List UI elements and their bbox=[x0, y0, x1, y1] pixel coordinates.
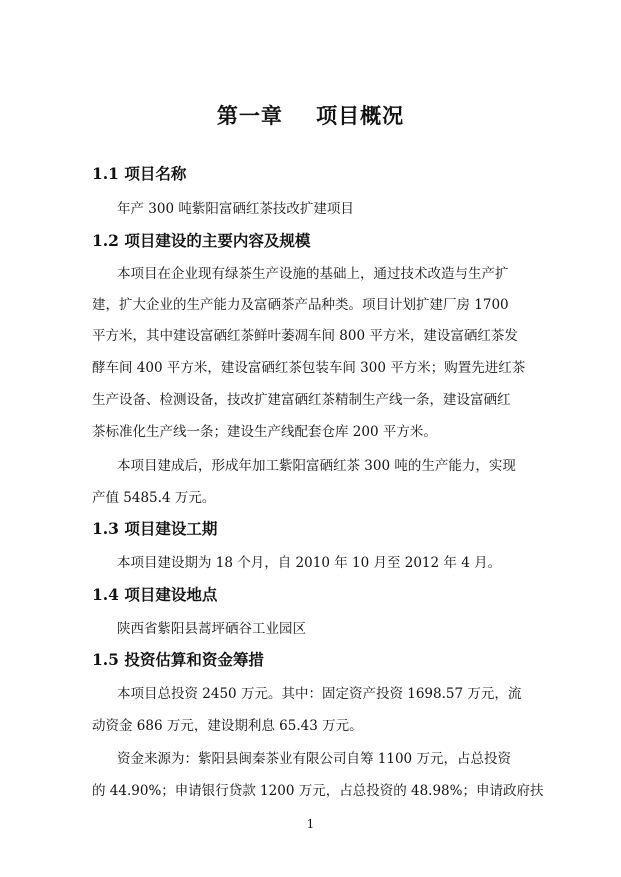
section-heading-1-2: 1.2 项目建设的主要内容及规模 bbox=[92, 231, 311, 250]
project-name-text: 年产 300 吨紫阳富硒红茶技改扩建项目 bbox=[117, 201, 354, 217]
paragraph-line: 生产设备、检测设备，技改扩建富硒红茶精制生产线一条，建设富硒红 bbox=[92, 392, 511, 408]
page-number: 1 bbox=[306, 817, 315, 831]
section-heading-1-4: 1.4 项目建设地点 bbox=[92, 585, 218, 604]
paragraph-line: 的 44.90%；申请银行贷款 1200 万元，占总投资的 48.98%；申请政府扶 bbox=[92, 783, 544, 799]
section-heading-1-1: 1.1 项目名称 bbox=[92, 164, 187, 183]
chapter-title: 第一章 项目概况 bbox=[216, 103, 405, 128]
section-heading-1-3: 1.3 项目建设工期 bbox=[92, 519, 218, 538]
location-text: 陕西省紫阳县蒿坪硒谷工业园区 bbox=[117, 621, 306, 637]
paragraph-line: 建，扩大企业的生产能力及富硒茶产品种类。项目计划扩建厂房 1700 bbox=[92, 297, 509, 313]
paragraph-line: 本项目在企业现有绿茶生产设施的基础上，通过技术改造与生产扩 bbox=[117, 266, 509, 282]
section-heading-1-5: 1.5 投资估算和资金筹措 bbox=[92, 650, 264, 669]
paragraph-line: 平方米，其中建设富硒红茶鲜叶萎凋车间 800 平方米，建设富硒红茶发 bbox=[92, 328, 518, 344]
paragraph-line: 本项目建成后，形成年加工紫阳富硒红茶 300 吨的生产能力，实现 bbox=[117, 458, 516, 474]
paragraph-line: 本项目总投资 2450 万元。其中：固定资产投资 1698.57 万元，流 bbox=[117, 686, 522, 702]
paragraph-line: 产值 5485.4 万元。 bbox=[92, 490, 216, 506]
paragraph-line: 本项目建设期为 18 个月，自 2010 年 10 月至 2012 年 4 月。 bbox=[117, 555, 502, 571]
paragraph-line: 资金来源为：紫阳县闽秦茶业有限公司自筹 1100 万元，占总投资 bbox=[117, 751, 511, 767]
paragraph-line: 酵车间 400 平方米，建设富硒红茶包装车间 300 平方米；购置先进红茶 bbox=[92, 360, 526, 376]
paragraph-line: 茶标准化生产线一条；建设生产线配套仓库 200 平方米。 bbox=[92, 424, 437, 440]
paragraph-line: 动资金 686 万元，建设期利息 65.43 万元。 bbox=[92, 718, 363, 734]
